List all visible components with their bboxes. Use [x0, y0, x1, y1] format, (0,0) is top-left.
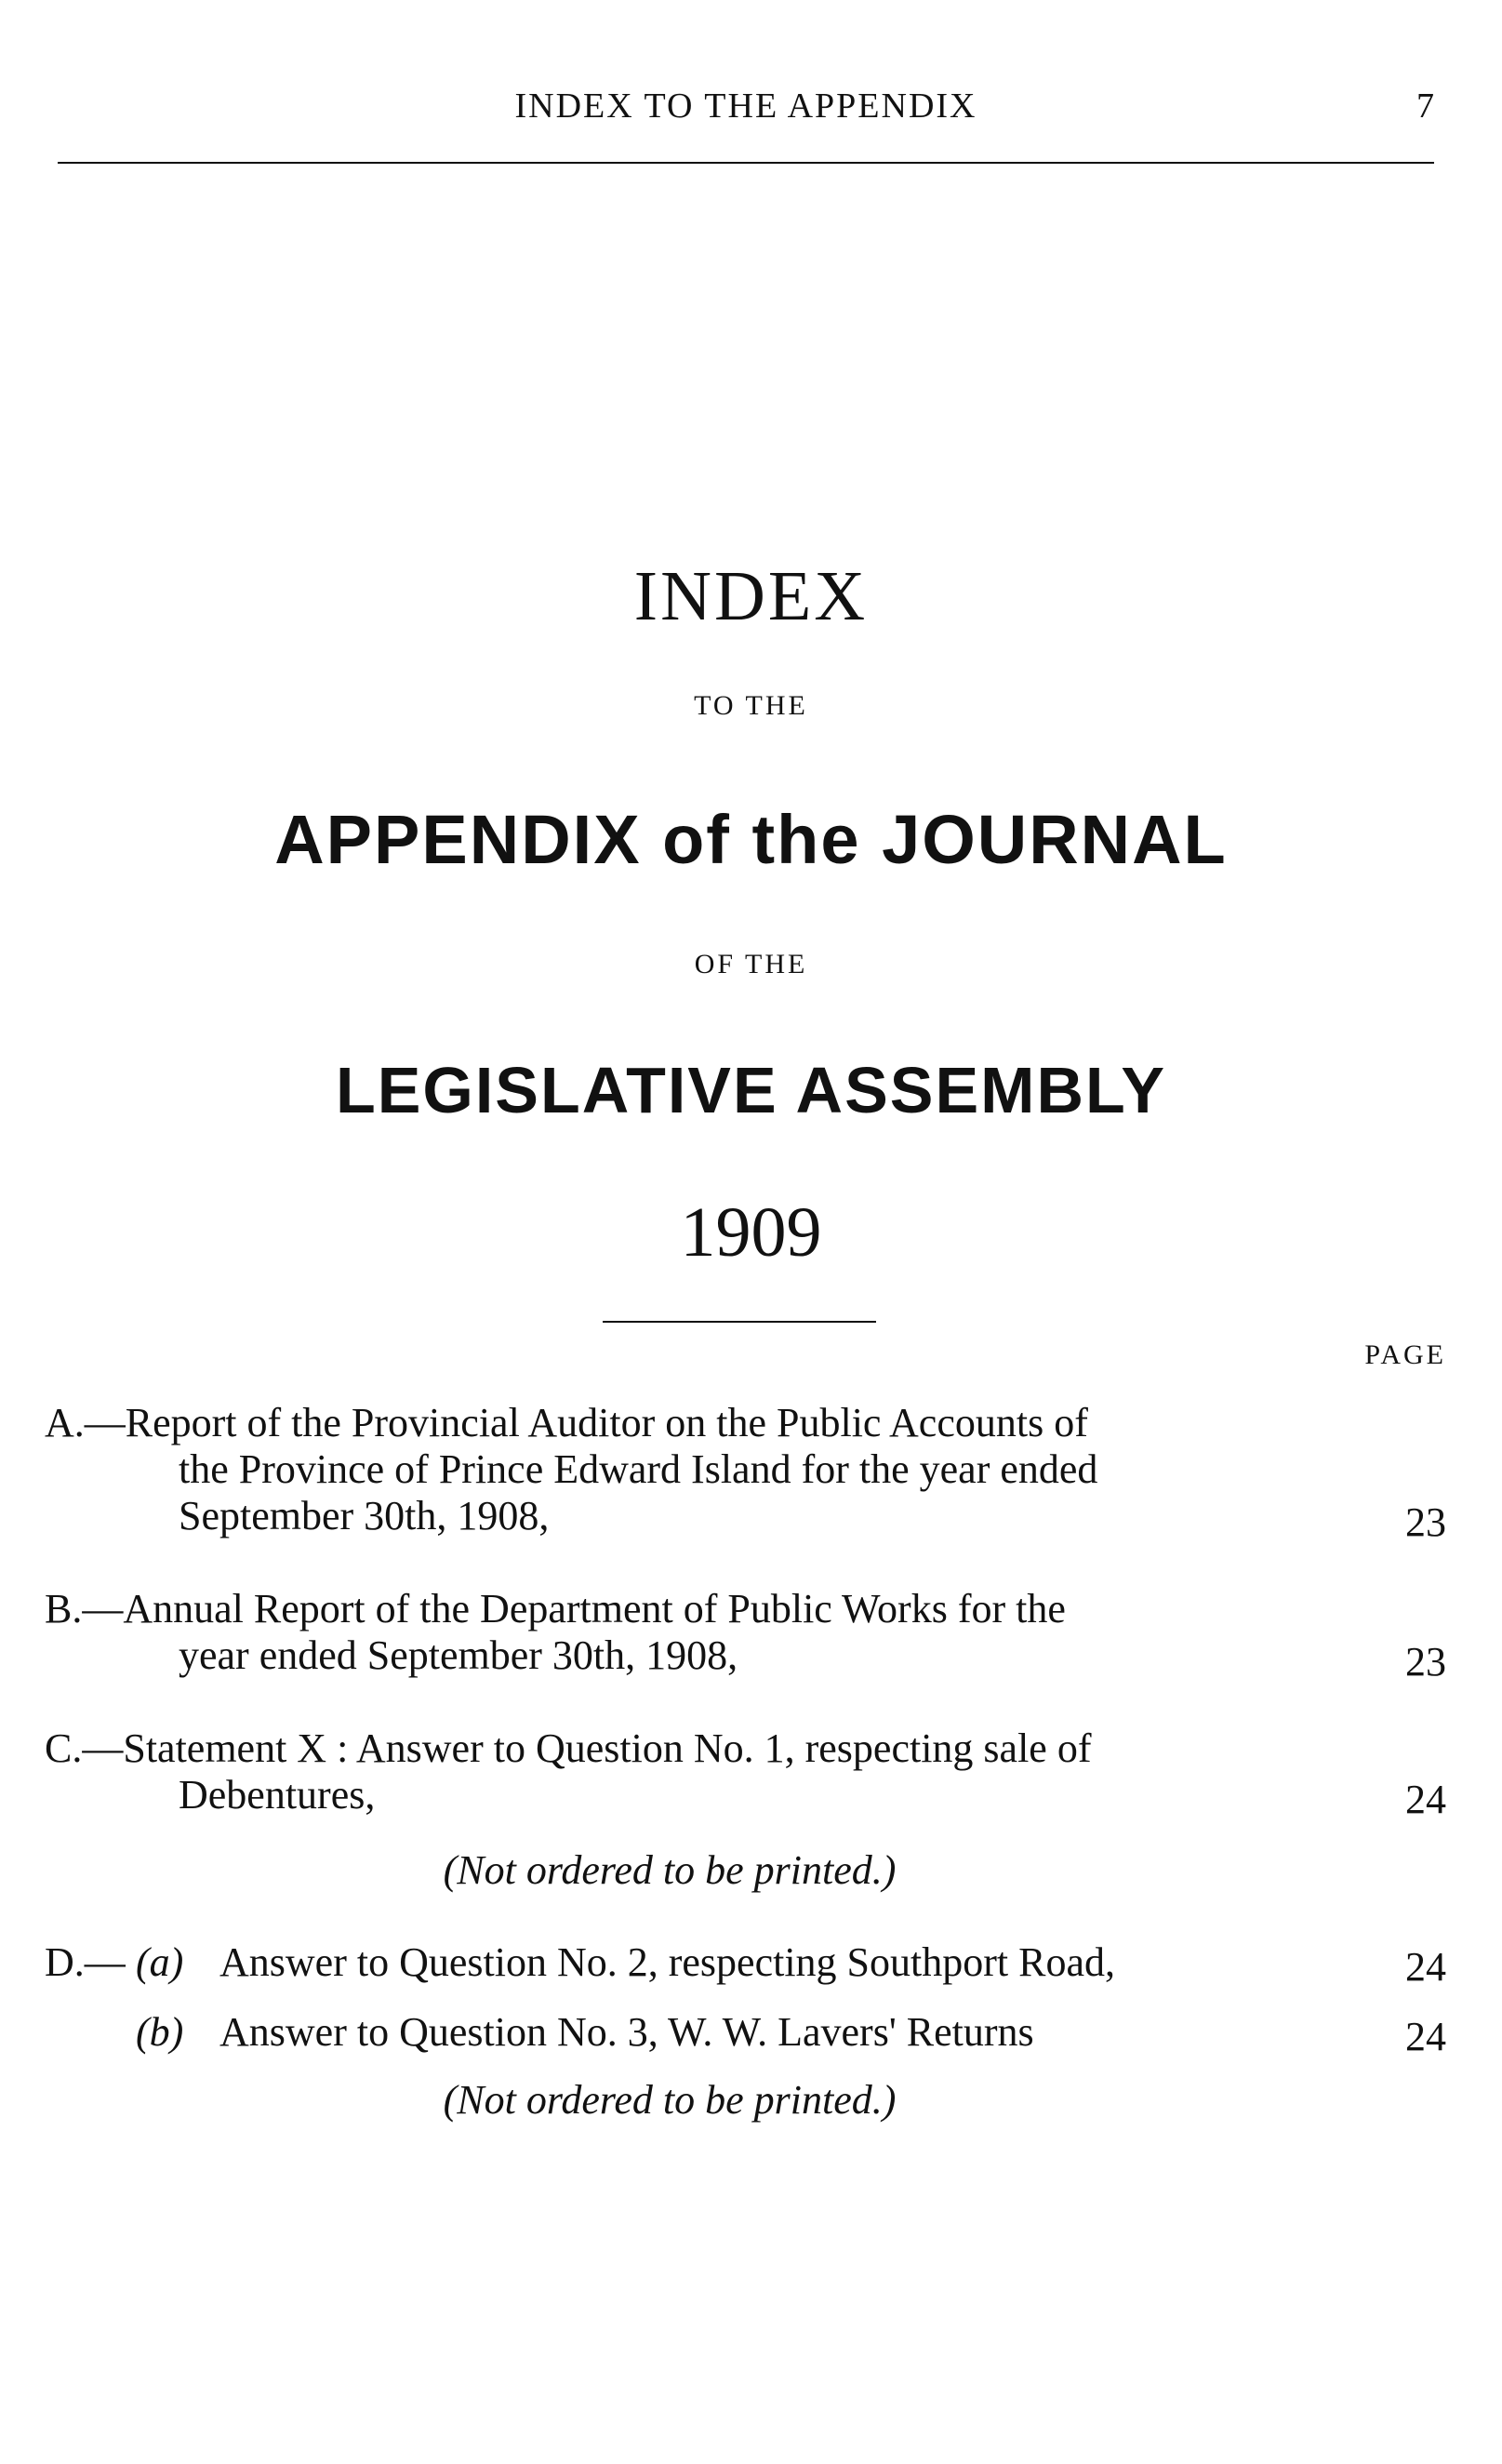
title-of-the: OF THE — [694, 949, 808, 979]
entry-d-a-marker: (a) — [136, 1939, 184, 1985]
title-index: INDEX — [633, 557, 869, 635]
entry-b-page: 23 — [1405, 1639, 1446, 1685]
page-column-label: PAGE — [1364, 1339, 1446, 1370]
entry-c-page: 24 — [1405, 1777, 1446, 1822]
entry-c-note: (Not ordered to be printed.) — [443, 1847, 897, 1893]
header-rule — [58, 162, 1434, 164]
running-header — [58, 86, 1434, 138]
title-appendix-journal: APPENDIX of the JOURNAL — [274, 801, 1228, 878]
page-number: 7 — [1416, 87, 1434, 126]
entry-a-line-3: September 30th, 1908, — [179, 1493, 550, 1538]
title-legislative-assembly: LEGISLATIVE ASSEMBLY — [335, 1054, 1167, 1126]
entry-d-a-text: Answer to Question No. 2, respecting Southport Road, — [219, 1939, 1115, 1985]
entry-c-line-1: C.—Statement X : Answer to Question No. 1, respecting sale of — [45, 1725, 1092, 1771]
entry-d-b-page: 24 — [1405, 2014, 1446, 2059]
entry-d-note: (Not ordered to be printed.) — [443, 2077, 897, 2123]
title-to-the: TO THE — [694, 690, 808, 721]
entry-b-line-2: year ended September 30th, 1908, — [179, 1632, 738, 1678]
title-year: 1909 — [680, 1193, 822, 1272]
entry-a-page: 23 — [1405, 1499, 1446, 1545]
entry-a-line-2: the Province of Prince Edward Island for the year ended — [179, 1446, 1098, 1492]
entry-d-a-page: 24 — [1405, 1944, 1446, 1990]
entry-b-line-1: B.—Annual Report of the Department of Public Works for the — [45, 1586, 1066, 1632]
entry-d-b-marker: (b) — [136, 2009, 184, 2055]
entry-d-label: D.— — [45, 1939, 126, 1985]
entry-c-line-2: Debentures, — [179, 1772, 376, 1818]
running-title: INDEX TO THE APPENDIX — [514, 87, 977, 126]
title-rule — [603, 1321, 876, 1323]
entry-d-b-text: Answer to Question No. 3, W. W. Lavers' Returns — [219, 2009, 1034, 2055]
entry-a-line-1: A.—Report of the Provincial Auditor on the Public Accounts of — [45, 1400, 1088, 1445]
